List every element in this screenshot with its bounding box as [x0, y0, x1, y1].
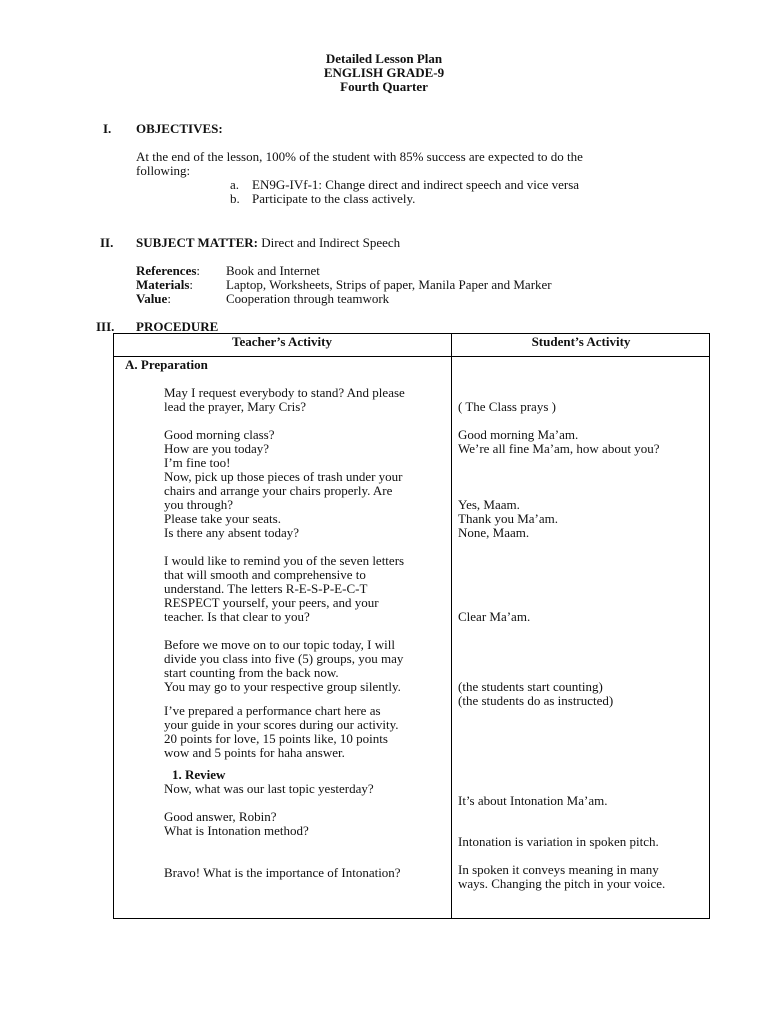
student-line: Good morning Ma’am. [458, 427, 579, 442]
teacher-line: I would like to remind you of the seven letters [164, 553, 405, 568]
teacher-line: Good answer, Robin? [164, 809, 277, 824]
teacher-line: Now, pick up those pieces of trash under your [164, 469, 403, 484]
teacher-line: lead the prayer, Mary Cris? [164, 399, 307, 414]
student-line: (the students do as instructed) [458, 693, 614, 708]
detail-row: Value: Cooperation through teamwork [136, 291, 390, 306]
teacher-line: that will smooth and comprehensive to [164, 567, 366, 582]
student-column-header: Student’s Activity [531, 334, 631, 349]
student-line: ( The Class prays ) [458, 399, 556, 414]
student-line: In spoken it conveys meaning in many [458, 862, 659, 877]
teacher-line: understand. The letters R-E-S-P-E-C-T [164, 581, 368, 596]
teacher-line: What is Intonation method? [164, 823, 309, 838]
student-line: ways. Changing the pitch in your voice. [458, 876, 666, 891]
teacher-line: start counting from the back now. [164, 665, 339, 680]
student-line: (the students start counting) [458, 679, 603, 694]
student-line: None, Maam. [458, 525, 530, 540]
review-heading: 1. Review [172, 767, 226, 782]
teacher-line: teacher. Is that clear to you? [164, 609, 310, 624]
teacher-line: I’m fine too! [164, 455, 231, 470]
teacher-line: chairs and arrange your chairs properly. Are [164, 483, 393, 498]
student-line: Intonation is variation in spoken pitch. [458, 834, 659, 849]
objective-letter: b. [230, 191, 240, 206]
teacher-line: Bravo! What is the importance of Intonation? [164, 865, 401, 880]
document-quarter: Fourth Quarter [340, 79, 428, 94]
teacher-line: wow and 5 points for haha answer. [164, 745, 345, 760]
document-subject: ENGLISH GRADE-9 [323, 65, 445, 80]
subject-numeral: II. [100, 235, 114, 250]
teacher-line: I’ve prepared a performance chart here as [164, 703, 381, 718]
detail-row: Materials: Laptop, Worksheets, Strips of paper, Manila Paper and Marker [136, 277, 552, 292]
objectives-numeral: I. [103, 121, 112, 136]
student-line: We’re all fine Ma’am, how about you? [458, 441, 660, 456]
student-line: Clear Ma’am. [458, 609, 531, 624]
student-line: Yes, Maam. [458, 497, 520, 512]
procedure-heading: PROCEDURE [136, 319, 219, 334]
document-title: Detailed Lesson Plan [325, 51, 443, 66]
teacher-line: you through? [164, 497, 233, 512]
detail-label: Materials [136, 277, 190, 292]
teacher-line: You may go to your respective group silently. [164, 679, 401, 694]
detail-row: References: Book and Internet [136, 263, 320, 278]
teacher-line: your guide in your scores during our activity. [164, 717, 399, 732]
procedure-numeral: III. [96, 319, 115, 334]
student-line: It’s about Intonation Ma’am. [458, 793, 608, 808]
teacher-line: May I request everybody to stand? And please [164, 385, 405, 400]
teacher-line: RESPECT yourself, your peers, and your [164, 595, 379, 610]
subject-heading: SUBJECT MATTER: [136, 235, 258, 250]
objective-letter: a. [230, 177, 240, 192]
detail-value: Cooperation through teamwork [226, 291, 390, 306]
objectives-heading: OBJECTIVES: [136, 121, 223, 136]
detail-value: Laptop, Worksheets, Strips of paper, Manila Paper and Marker [226, 277, 552, 292]
column-divider [451, 333, 452, 919]
objective-item: EN9G-IVf-1: Change direct and indirect speech and vice versa [252, 177, 580, 192]
teacher-line: 20 points for love, 15 points like, 10 points [164, 731, 388, 746]
objectives-intro: At the end of the lesson, 100% of the student with 85% success are expected to do the [136, 149, 583, 164]
detail-label: References [136, 263, 197, 278]
section-preparation: A. Preparation [125, 357, 208, 372]
teacher-column-header: Teacher’s Activity [231, 334, 332, 349]
detail-label: Value [136, 291, 168, 306]
teacher-line: Before we move on to our topic today, I will [164, 637, 395, 652]
teacher-line: Now, what was our last topic yesterday? [164, 781, 374, 796]
objectives-intro-cont: following: [136, 163, 191, 178]
teacher-line: Please take your seats. [164, 511, 281, 526]
teacher-line: Good morning class? [164, 427, 275, 442]
detail-value: Book and Internet [226, 263, 320, 278]
teacher-line: How are you today? [164, 441, 270, 456]
objective-item: Participate to the class actively. [252, 191, 416, 206]
teacher-line: divide you class into five (5) groups, you may [164, 651, 404, 666]
subject-line [136, 236, 400, 250]
teacher-line: Is there any absent today? [164, 525, 300, 540]
student-line: Thank you Ma’am. [458, 511, 559, 526]
subject-topic: Direct and Indirect Speech [261, 235, 401, 250]
